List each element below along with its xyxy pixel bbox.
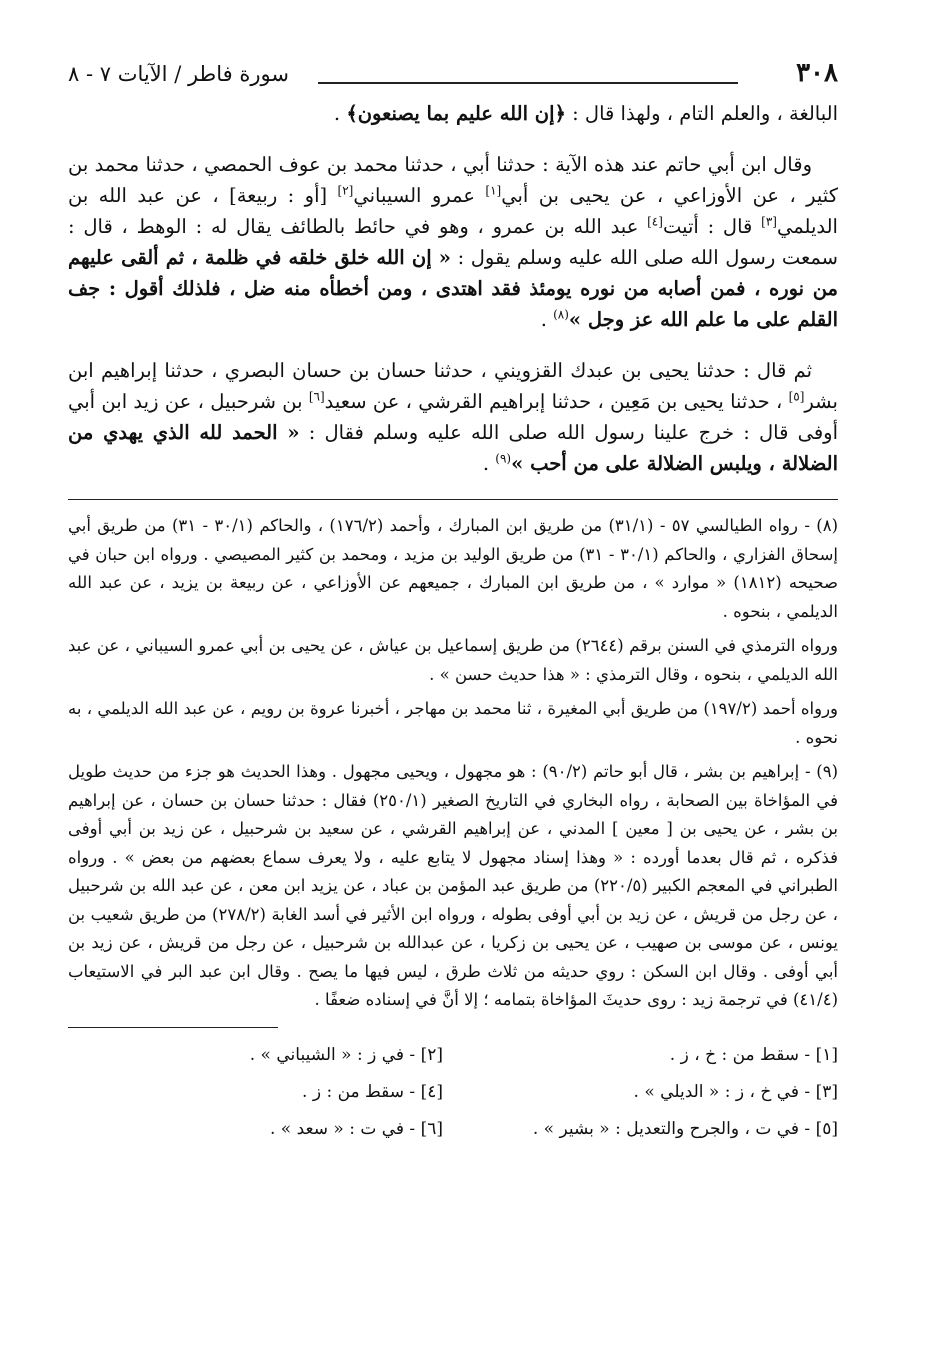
paragraph [68,149,838,335]
variant-notes [68,1042,838,1143]
footnote-ref: [٥] [788,389,805,404]
text-run: [أو : ربيعة] ، عن عبد الله بن الديلمي [68,184,838,238]
variant-note: [٥] - في ت ، والجرح والتعديل : « بشير » . [532,1118,838,1139]
text-run: عمرو السيباني [353,184,486,207]
footnote-ref: [١] [485,183,502,198]
footnote-ref: (٨) [553,307,569,322]
footnote-ref: (٩) [495,451,512,466]
footnote: (٨) - رواه الطيالسي ٥٧ - (٣١/١) من طريق ابن المبارك ، وأحمد (١٧٦/٢) ، والحاكم (٣٠/١ - ٣١) من طريق أبي إسحاق الفزاري ، والحاكم (٣٠/١ - ٣١) من طريق الوليد بن مزيد ، ومحمد بن كثير المصيصي . ورواه ابن حبان في صحيحه (١٨١٢) « موارد » ، من طريق ابن المبارك ، جميعهم عن الأوزاعي ، عن ربيعة بن يزيد ، عن عبد الله الديلمي ، بنحوه . [68,516,838,621]
hadith-text: « إن الله خلق خلقه في ظلمة ، ثم ألقى عليهم من نوره ، فمن أصابه من نوره يومئذ فقد اهتدى ، ومن أخطأه منه ضل ، فلذلك أقول : جف القلم على ما علم الله عز وجل » [68,246,838,331]
text-run: ثم قال : حدثنا يحيى بن عبدك القزويني ، حدثنا حسان بن حسان البصري ، حدثنا إبراهيم ابن بشر [68,359,838,413]
footnote-ref: [٦] [308,389,325,404]
variants-separator [68,1027,278,1028]
footnote: ورواه الترمذي في السنن برقم (٢٦٤٤) من طريق إسماعيل بن عياش ، عن يحيى بن أبي عمرو السيباني ، عن عبد الله الديلمي ، بنحوه ، وقال الترمذي : « هذا حديث حسن » . [68,636,838,684]
text-run: البالغة ، والعلم التام ، ولهذا قال : [565,102,838,125]
page [68,58,838,1143]
page-number: ٣٠٨ [796,58,838,88]
text-run: . [540,308,554,331]
footnote: (٩) - إبراهيم بن بشر ، قال أبو حاتم (٩٠/٢) : هو مجهول ، ويحيى مجهول . وهذا الحديث هو جزء من حديث طويل في المؤاخاة بين الصحابة ، رواه البخاري في التاريخ الصغير (٢٥٠/١) فقال : حدثنا حسان بن حسان ، عن إبراهيم بن بشر ، عن يحيى بن [ معين ] المدني ، عن إبراهيم القرشي ، عن سعيد بن شرحبيل ، عن زيد بن أبي أوفى فذكره ، ثم قال بعدما أورده : « وهذا إسناد مجهول لا يتابع عليه ، ولا يعرف سماع بعضهم من بعض » . ورواه الطبراني في المعجم الكبير (٢٢٠/٥) من طريق عبد المؤمن بن عباد ، عن يزيد ابن معن ، عن عبد الله بن شرحبيل ، عن رجل من قريش ، عن زيد بن أبي أوفى بطوله ، ورواه ابن الأثير في أسد الغابة (٢٧٨/٢) من طريق شعيب بن يونس ، عن موسى بن صهيب ، عن يحيى بن زكريا ، عن عبدالله بن شرحبيل ، عن رجل من قريش ، عن زيد بن أبي أوفى . وقال ابن السكن : روي حديثه من ثلاث طرق ، ليس فيها ما يصح . وقال ابن عبد البر في الاستيعاب (٤١/٤) في ترجمة زيد : روى حديثَ المؤاخاة بتمامه ؛ إلا أنَّ في إسناده ضعفًا . [68,762,838,1009]
footnote-ref: [٢] [337,183,354,198]
text-run: قال : أتيت [662,215,762,238]
main-text [68,98,838,479]
text-run: بن شرحبيل ، عن زيد ابن أبي أوفى قال : خرج علينا رسول الله صلى الله عليه وسلم فقال : [68,390,839,444]
hadith-text: ﴿إن الله عليم بما يصنعون﴾ [346,102,566,125]
text-run: وقال ابن أبي حاتم عند هذه الآية : حدثنا أبي ، حدثنا محمد بن عوف الحمصي ، حدثنا محمد بن كثير ، عن الأوزاعي ، عن يحيى بن أبي [68,153,838,207]
surah-title: سورة فاطر / الآيات ٧ - ٨ [68,62,289,86]
footnotes [68,512,838,1015]
text-run: . [482,452,496,475]
paragraph [68,98,838,129]
page-header [68,58,838,98]
variant-note: [٤] - سقط من : ز . [302,1081,443,1102]
header-rule [318,82,738,84]
footnote: ورواه أحمد (١٩٧/٢) من طريق أبي المغيرة ، ثنا محمد بن مهاجر ، أخبرنا عروة بن رويم ، عن عبد الله الديلمي ، به نحوه . [68,699,839,747]
footnote-separator [68,499,838,500]
footnote-ref: [٤] [647,214,663,229]
variant-note: [٢] - في ز : « الشيباني » . [249,1044,443,1065]
text-run: ، حدثنا يحيى بن مَعِين ، حدثنا إبراهيم القرشي ، عن سعيد [324,390,789,413]
variant-note: [٦] - في ت : « سعد » . [270,1118,443,1139]
footnote-ref: [٣] [761,214,777,229]
text-run: . [333,102,347,125]
text-run: عبد الله بن عمرو ، وهو في حائط بالطائف يقال له : الوهط ، قال : سمعت رسول الله صلى الله عليه وسلم يقول : [68,215,838,269]
variant-note: [٣] - في خ ، ز : « الديلي » . [633,1081,838,1102]
paragraph [68,355,838,479]
variant-note: [١] - سقط من : خ ، ز . [669,1044,838,1065]
hadith-text: « الحمد لله الذي يهدي من الضلالة ، ويلبس الضلالة على من أحب » [68,421,838,475]
